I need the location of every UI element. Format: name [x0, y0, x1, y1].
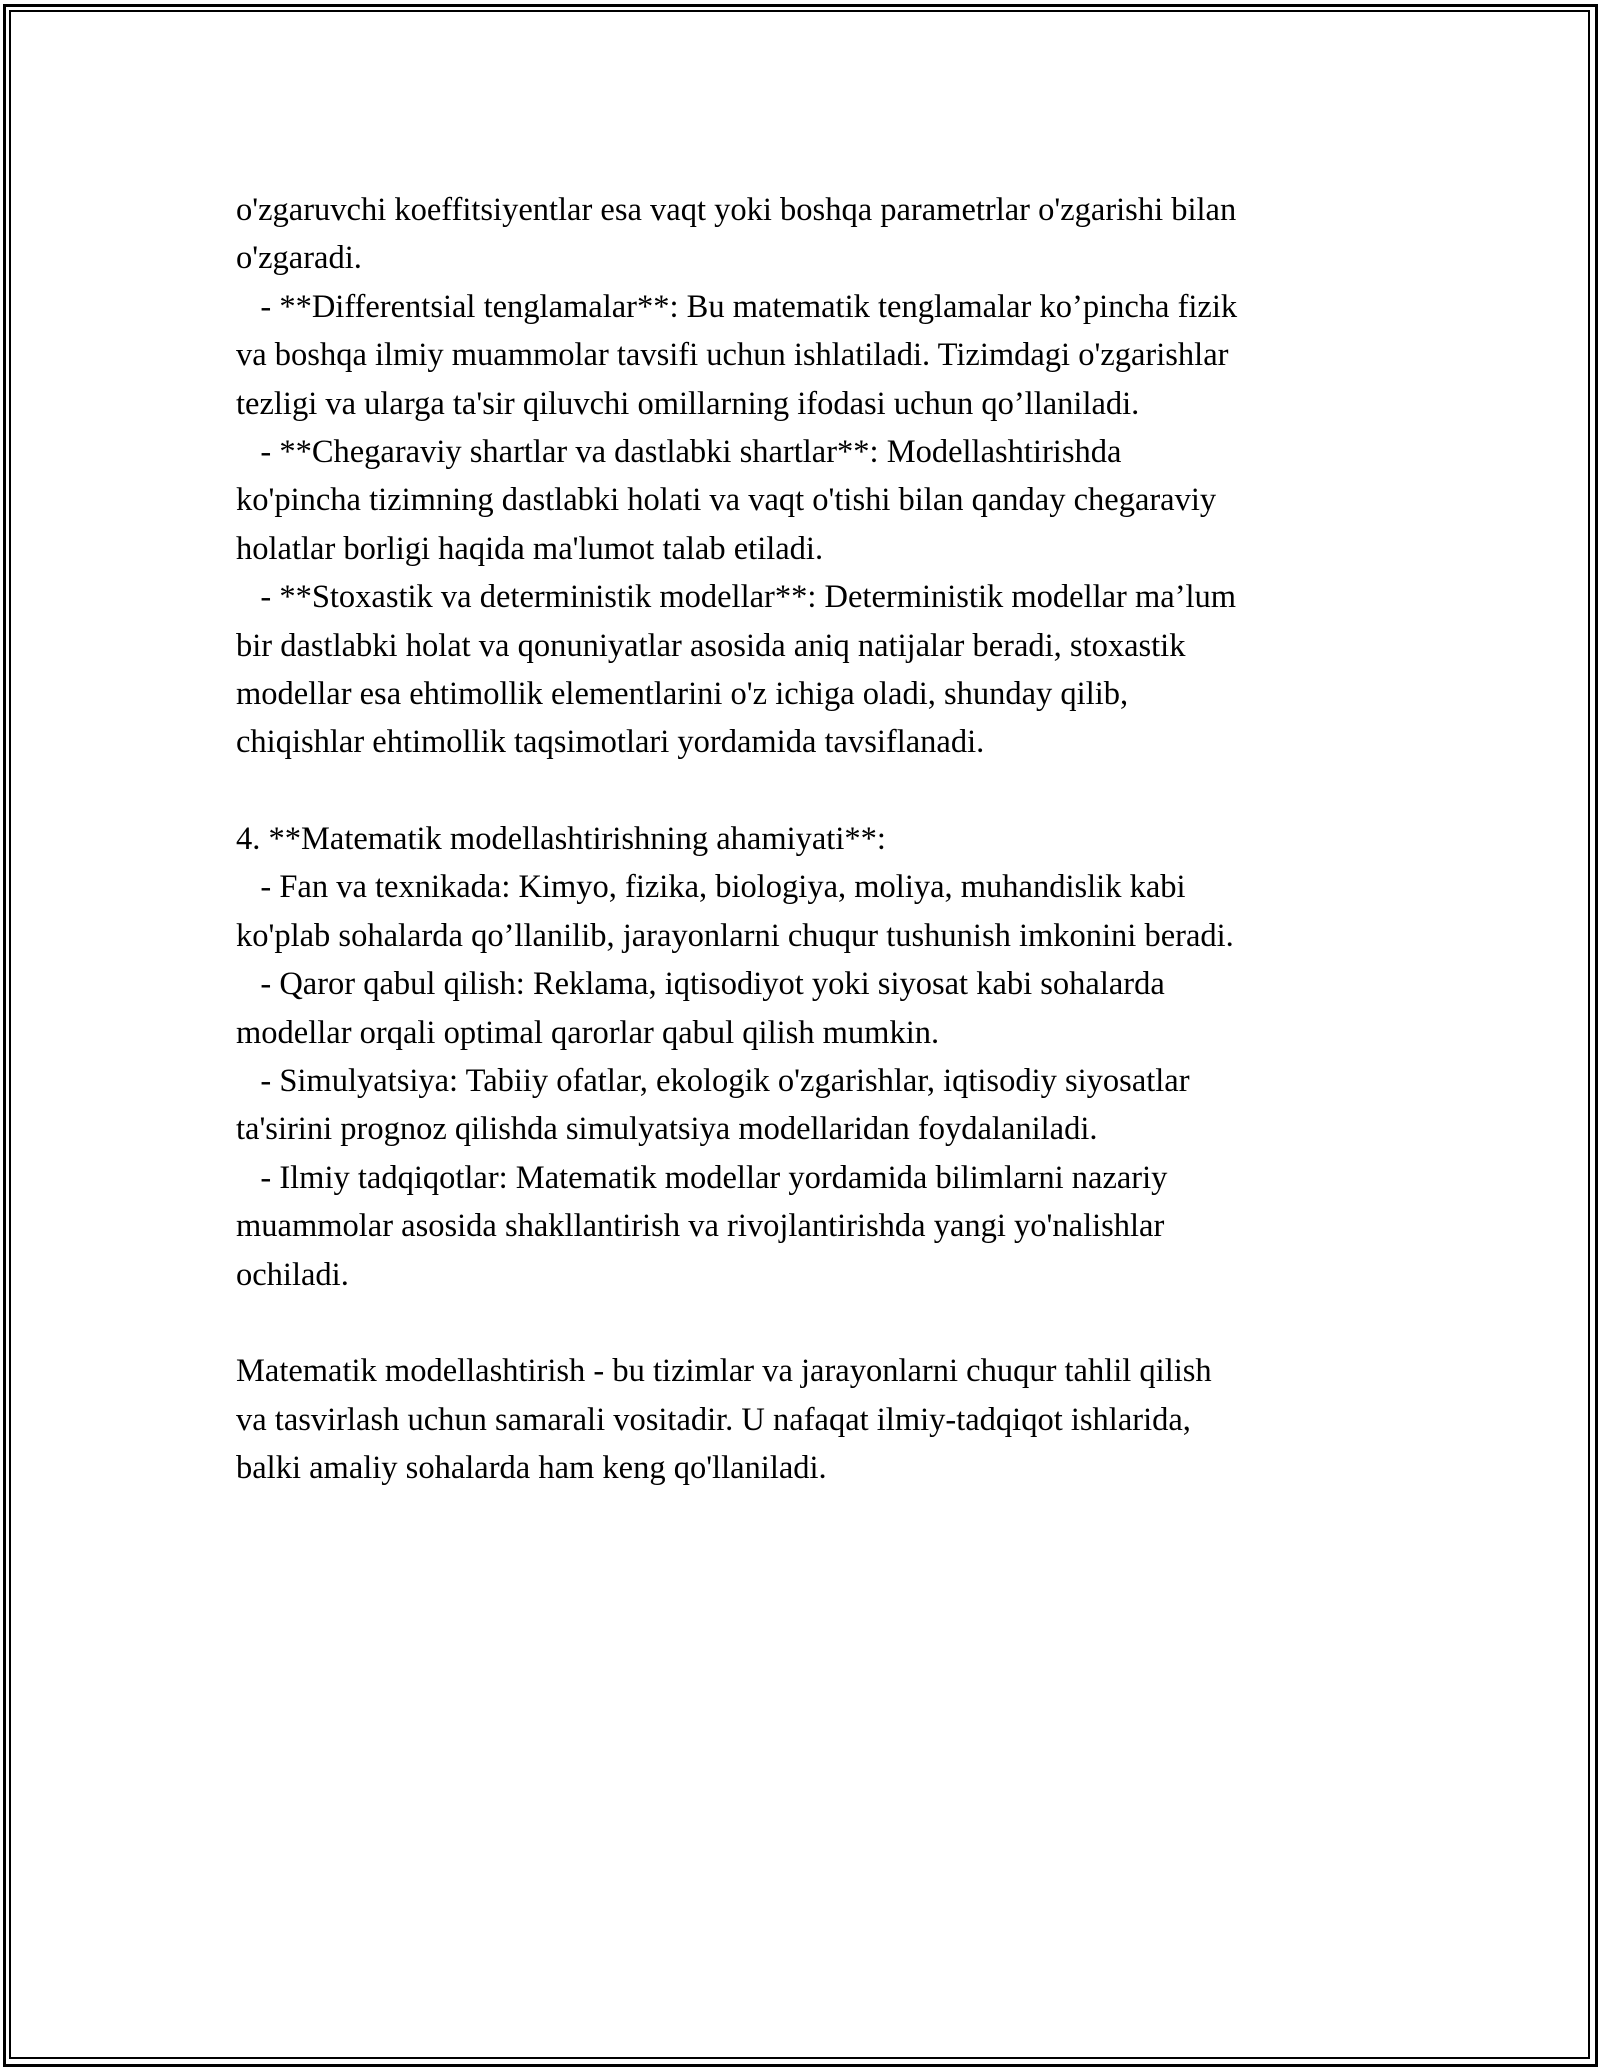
- text-line: tezligi va ularga ta'sir qiluvchi omillarning ifodasi uchun qo’llaniladi.: [236, 385, 1140, 422]
- text-line: balki amaliy sohalarda ham keng qo'llaniladi.: [236, 1450, 827, 1487]
- text-line: - **Stoxastik va deterministik modellar**: Deterministik modellar ma’lum: [236, 579, 1237, 616]
- text-line: - Simulyatsiya: Tabiiy ofatlar, ekologik o'zgarishlar, iqtisodiy siyosatlar: [236, 1063, 1190, 1100]
- paragraph-gap: [236, 767, 1376, 815]
- text-line: holatlar borligi haqida ma'lumot talab etiladi.: [236, 530, 824, 567]
- text-line: muammolar asosida shakllantirish va rivojlantirishda yangi yo'nalishlar: [236, 1208, 1165, 1245]
- text-line: o'zgaradi.: [236, 240, 362, 277]
- text-line: - Ilmiy tadqiqotlar: Matematik modellar yordamida bilimlarni nazariy: [236, 1159, 1168, 1196]
- section-heading: 4. **Matematik modellashtirishning ahamiyati**:: [236, 821, 886, 858]
- text-line: bir dastlabki holat va qonuniyatlar asosida aniq natijalar beradi, stoxastik: [236, 627, 1186, 664]
- text-line: va boshqa ilmiy muammolar tavsifi uchun ishlatiladi. Tizimdagi o'zgarishlar: [236, 337, 1229, 374]
- text-line: - Qaror qabul qilish: Reklama, iqtisodiyot yoki siyosat kabi sohalarda: [236, 966, 1165, 1003]
- text-line: chiqishlar ehtimollik taqsimotlari yordamida tavsiflanadi.: [236, 724, 985, 761]
- text-line: ko'pincha tizimning dastlabki holati va vaqt o'tishi bilan qanday chegaraviy: [236, 482, 1217, 519]
- text-line: - Fan va texnikada: Kimyo, fizika, biologiya, moliya, muhandislik kabi: [236, 869, 1186, 906]
- paragraph-gap: [236, 1299, 1376, 1347]
- text-line: - **Differentsial tenglamalar**: Bu matematik tenglamalar ko’pincha fizik: [236, 288, 1238, 325]
- text-line: ta'sirini prognoz qilishda simulyatsiya modellaridan foydalaniladi.: [236, 1111, 1098, 1148]
- text-line: o'zgaruvchi koeffitsiyentlar esa vaqt yoki boshqa parametrlar o'zgarishi bilan: [236, 192, 1237, 228]
- text-line: modellar esa ehtimollik elementlarini o'z ichiga oladi, shunday qilib,: [236, 675, 1129, 712]
- text-line: - **Chegaraviy shartlar va dastlabki shartlar**: Modellashtirishda: [236, 433, 1122, 470]
- document-body: [236, 186, 1376, 1493]
- text-line: ochiladi.: [236, 1256, 349, 1293]
- text-line: va tasvirlash uchun samarali vositadir. U nafaqat ilmiy-tadqiqot ishlarida,: [236, 1401, 1191, 1438]
- text-line: modellar orqali optimal qarorlar qabul qilish mumkin.: [236, 1014, 940, 1051]
- text-line: ko'plab sohalarda qo’llanilib, jarayonlarni chuqur tushunish imkonini beradi.: [236, 917, 1234, 954]
- text-line: Matematik modellashtirish - bu tizimlar va jarayonlarni chuqur tahlil qilish: [236, 1353, 1212, 1390]
